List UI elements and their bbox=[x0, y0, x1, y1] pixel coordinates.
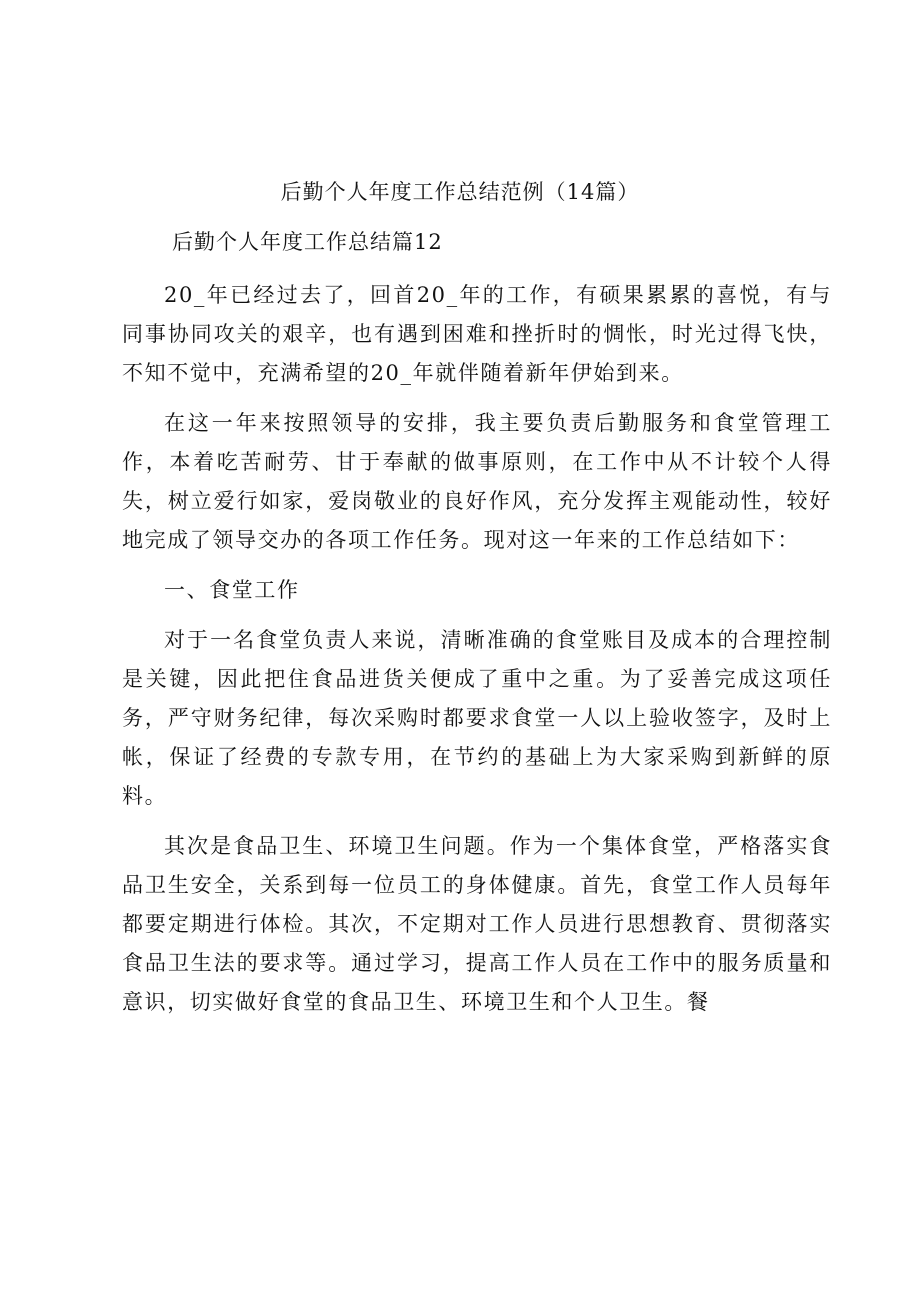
body-paragraph: 其次是食品卫生、环境卫生问题。作为一个集体食堂，严格落实食品卫生安全，关系到每一位员工的身体健康。首先，食堂工作人员每年都要定期进行体检。其次，不定期对工作人员进行思想教育、贯彻落实食品卫生法的要求等。通过学习，提高工作人员在工作中的服务质量和意识，切实做好食堂的食品卫生、环境卫生和个人卫生。餐 bbox=[122, 834, 832, 1014]
section-heading-canteen: 一、食堂工作 bbox=[164, 578, 300, 602]
document-title: 后勤个人年度工作总结范例（14篇） bbox=[280, 180, 640, 204]
body-paragraph: 在这一年来按照领导的安排，我主要负责后勤服务和食堂管理工作，本着吃苦耐劳、甘于奉献的做事原则，在工作中从不计较个人得失，树立爱行如家，爱岗敬业的良好作风，充分发挥主观能动性，较好地完成了领导交办的各项工作任务。现对这一年来的工作总结如下： bbox=[122, 411, 832, 552]
body-paragraph: 对于一名食堂负责人来说，清晰准确的食堂账目及成本的合理控制是关键，因此把住食品进货关便成了重中之重。为了妥善完成这项任务，严守财务纪律，每次采购时都要求食堂一人以上验收签字，及时上帐，保证了经费的专款专用，在节约的基础上为大家采购到新鲜的原料。 bbox=[122, 628, 832, 808]
document-subtitle: 后勤个人年度工作总结篇12 bbox=[172, 230, 443, 254]
body-paragraph: 20_年已经过去了，回首20_年的工作，有硕果累累的喜悦，有与同事协同攻关的艰辛，也有遇到困难和挫折时的惆怅，时光过得飞快，不知不觉中，充满希望的20_年就伴随着新年伊始到来。 bbox=[122, 283, 832, 385]
document-body bbox=[122, 276, 832, 1033]
